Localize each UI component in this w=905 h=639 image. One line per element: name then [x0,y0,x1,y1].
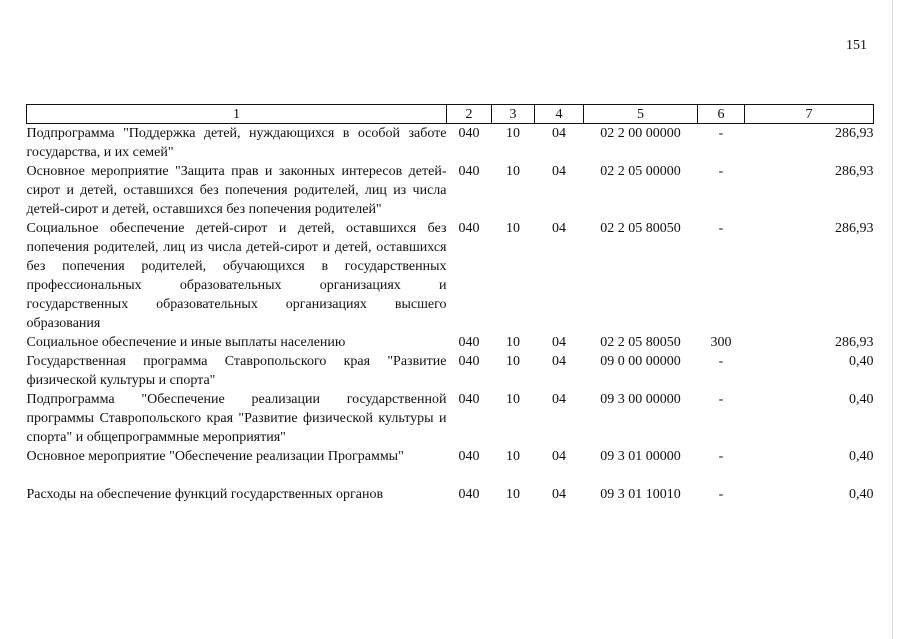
row-amount: 286,93 [835,126,874,141]
row-amount: 286,93 [835,221,874,236]
row-code-2: 040 [458,449,480,464]
row-amount: 0,40 [849,392,874,407]
row-code-3: 10 [506,164,520,179]
row-name: Социальное обеспечение детей-сирот и детей, оставшихся без попечения родителей, лиц из числа детей-сирот и детей, оставшихся без попечения родителей, обучающихся в государственных профессиональных образовательных организациях и государственных образовательных организациях высшего образования [26,221,447,331]
column-header-5: 5 [584,105,698,124]
row-name: Основное мероприятие "Обеспечение реализации Программы" [26,449,404,464]
row-code-5: 09 0 00 00000 [600,354,681,369]
column-header-1: 1 [27,105,447,124]
table-row [27,352,874,390]
budget-table [26,104,874,504]
row-spacer [27,466,874,485]
row-name: Подпрограмма "Обеспечение реализации государственной программы Ставропольского края "Развитие физической культуры и спорта" и общепрограммные мероприятия" [26,392,447,445]
row-code-2: 040 [458,354,480,369]
row-name: Расходы на обеспечение функций государственных органов [26,487,384,502]
row-code-3: 10 [506,335,520,350]
row-code-4: 04 [552,164,566,179]
row-code-6: - [718,487,724,502]
column-header-2: 2 [447,105,492,124]
page-number: 151 [846,38,867,53]
row-name: Социальное обеспечение и иные выплаты населению [26,335,346,350]
row-code-4: 04 [552,354,566,369]
row-amount: 0,40 [849,487,874,502]
row-code-5: 02 2 00 00000 [600,126,681,141]
row-code-2: 040 [458,487,480,502]
row-name: Государственная программа Ставропольского края "Развитие физической культуры и спорта" [26,354,447,388]
row-code-4: 04 [552,487,566,502]
table-header-row [27,105,874,124]
row-code-5: 02 2 05 80050 [600,221,681,236]
row-code-3: 10 [506,449,520,464]
column-header-7: 7 [745,105,874,124]
row-code-4: 04 [552,335,566,350]
row-code-6: - [718,449,724,464]
row-code-3: 10 [506,126,520,141]
column-header-3: 3 [492,105,535,124]
row-code-6: - [718,354,724,369]
table-row [27,333,874,352]
row-code-6: - [718,126,724,141]
column-header-6: 6 [698,105,745,124]
row-code-4: 04 [552,126,566,141]
row-amount: 286,93 [835,335,874,350]
table-row [27,162,874,219]
table-row [27,219,874,333]
row-code-6: - [718,221,724,236]
row-code-6: - [718,164,724,179]
table-row [27,390,874,447]
row-code-2: 040 [458,164,480,179]
row-code-3: 10 [506,392,520,407]
row-amount: 286,93 [835,164,874,179]
table-row [27,485,874,504]
column-header-4: 4 [535,105,584,124]
row-code-5: 02 2 05 80050 [600,335,681,350]
row-code-3: 10 [506,487,520,502]
row-code-4: 04 [552,221,566,236]
row-code-3: 10 [506,221,520,236]
row-code-2: 040 [458,335,480,350]
row-code-4: 04 [552,392,566,407]
row-code-5: 09 3 01 00000 [600,449,681,464]
row-code-2: 040 [458,221,480,236]
row-name: Основное мероприятие "Защита прав и законных интересов детей-сирот и детей, оставшихся без попечения родителей, лиц из числа детей-сирот и детей, оставшихся без попечения родителей" [26,164,447,217]
row-code-4: 04 [552,449,566,464]
scan-edge-line [892,0,893,639]
row-code-3: 10 [506,354,520,369]
row-code-2: 040 [458,126,480,141]
row-code-5: 09 3 01 10010 [600,487,681,502]
row-code-6: 300 [710,335,732,350]
row-code-2: 040 [458,392,480,407]
row-code-5: 02 2 05 00000 [600,164,681,179]
table-row [27,124,874,163]
row-code-5: 09 3 00 00000 [600,392,681,407]
table-row [27,447,874,466]
row-amount: 0,40 [849,354,874,369]
row-name: Подпрограмма "Поддержка детей, нуждающихся в особой заботе государства, и их семей" [26,126,447,160]
row-code-6: - [718,392,724,407]
row-amount: 0,40 [849,449,874,464]
